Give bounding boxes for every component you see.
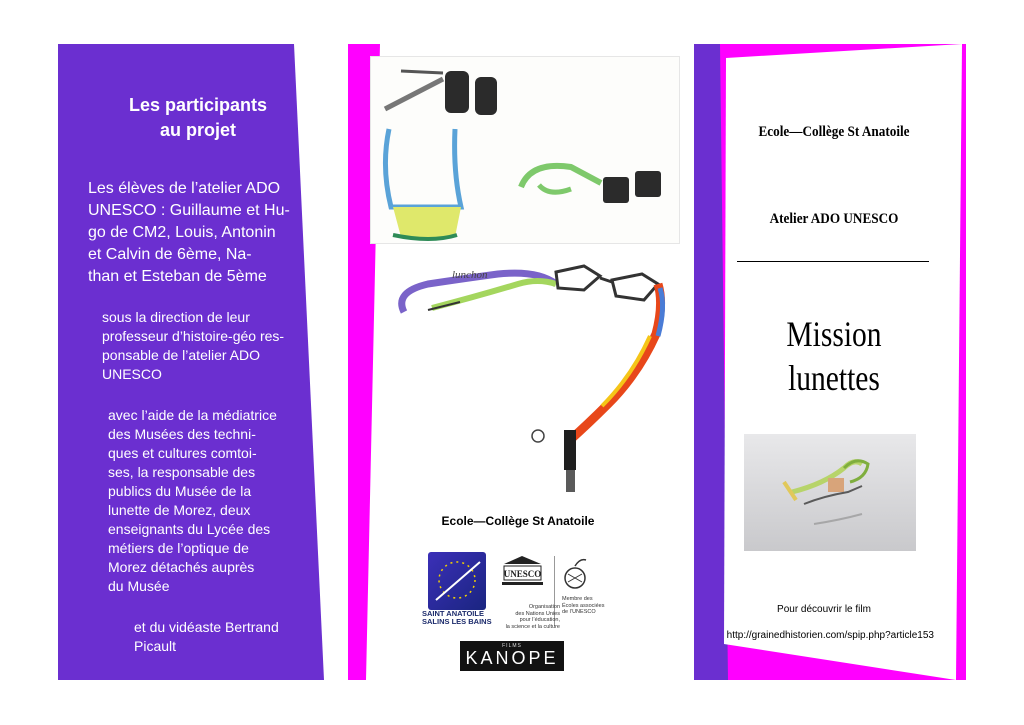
participants-title	[98, 93, 298, 143]
discover-film-text: Pour découvrir le film	[777, 604, 871, 615]
unesco-description: Organisation des Nations Unies pour l’éducation, la science et la culture	[505, 604, 560, 630]
stars-circle-icon	[428, 552, 486, 610]
colorful-glasses-image	[388, 244, 688, 499]
title-divider	[737, 261, 929, 262]
atelier-name: Atelier ADO UNESCO	[769, 211, 899, 227]
left-panel	[58, 44, 330, 680]
students-paragraph: Les élèves de l’atelier ADO UNESCO : Guillaume et Hu- go de CM2, Louis, Antonin et Calvin de 6ème, Na- than et Esteban de 5ème	[88, 180, 290, 285]
mission-title-line2: lunettes	[788, 358, 880, 398]
saint-anatoile-line1: SAINT ANATOILE	[422, 609, 484, 618]
glasses-drawing-main	[388, 244, 688, 499]
right-panel	[694, 44, 966, 680]
videographer-paragraph: et du vidéaste Bertrand Picault	[134, 619, 279, 654]
unesco-temple-icon	[500, 554, 545, 588]
middle-school-name: Ecole—Collège St Anatoile	[441, 514, 595, 528]
glasses-drawing-top	[370, 56, 680, 244]
globe-leaf-icon	[560, 556, 590, 596]
saint-anatoile-logo-text	[422, 610, 494, 626]
ecoles-associees-logo	[560, 556, 590, 596]
drawing-handwritten-label: lunchon	[452, 269, 488, 281]
saint-anatoile-logo	[428, 552, 486, 610]
unesco-word: UNESCO	[503, 569, 542, 579]
kanope-films-label: FILMS	[502, 643, 522, 649]
kanope-logo	[460, 641, 564, 671]
teacher-paragraph: sous la direction de leur professeur d’histoire-géo res- ponsable de l’atelier ADO UNESCO	[102, 309, 285, 382]
ecoles-associees-text: Membre des Écoles associées de l’UNESCO	[562, 596, 605, 615]
film-url-link[interactable]: http://grainedhistorien.com/spip.php?article153	[726, 630, 934, 641]
middle-panel	[348, 44, 680, 680]
participants-title-line1: Les participants	[128, 95, 268, 115]
mission-title-line1: Mission	[786, 314, 882, 354]
right-school-name: Ecole—Collège St Anatoile	[758, 124, 910, 140]
glasses-sketches-image	[371, 57, 679, 243]
3d-glasses-render-image	[744, 434, 916, 551]
helpers-paragraph: avec l’aide de la médiatrice des Musées des techni- ques et cultures comtoi- ses, la responsable des publics du Musée de la lunette de Morez, deux enseignants du Lycée des métiers de l’optique de Morez détachés auprès du Musée	[108, 407, 277, 594]
unesco-logo	[500, 554, 545, 588]
film-thumbnail[interactable]	[744, 434, 916, 551]
mission-title	[752, 312, 916, 400]
saint-anatoile-line2: SALINS LES BAINS	[422, 617, 492, 626]
kanope-brand: KANOPE	[465, 648, 559, 668]
participants-title-line2: au projet	[159, 120, 236, 140]
